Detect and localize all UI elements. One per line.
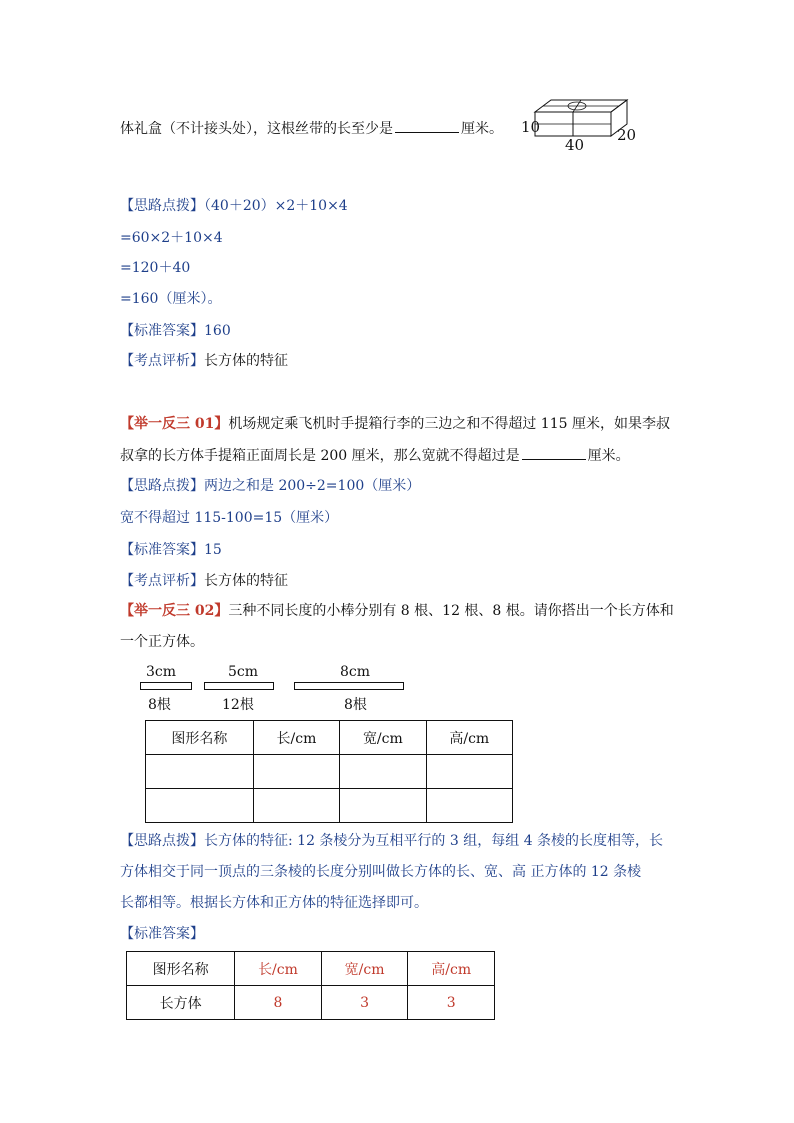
hint-label: 【思路点拨】 — [120, 478, 204, 494]
exercise-01-line2 — [120, 445, 630, 466]
table-header: 图形名称 — [127, 952, 235, 986]
stick-length-label: 3cm — [146, 664, 177, 680]
answer-row — [120, 321, 231, 341]
table-row — [146, 789, 513, 823]
table-header: 长/cm — [235, 952, 322, 986]
hint-label: 【思路点拨】 — [120, 198, 204, 214]
exercise-01-line1 — [120, 414, 670, 434]
answer-label: 【标准答案】 — [120, 542, 204, 558]
table-row — [127, 986, 495, 1020]
table-cell: 3 — [321, 986, 408, 1020]
table-cell — [426, 755, 512, 789]
question-text: 三种不同长度的小棒分别有 8 根、12 根、8 根。请你搭出一个长方体和 — [228, 603, 674, 619]
stick-5cm — [204, 682, 274, 690]
calc-step-1: =60×2＋10×4 — [120, 230, 223, 246]
table-cell: 长方体 — [127, 986, 235, 1020]
stick-count-label: 8根 — [344, 697, 367, 713]
stick-count-label: 8根 — [148, 697, 171, 713]
gift-box-figure — [521, 98, 641, 158]
table-row — [146, 721, 513, 755]
hint-text: （40＋20）×2＋10×4 — [204, 198, 348, 214]
answer-label: 【标准答案】 — [120, 323, 204, 339]
point-row — [120, 351, 288, 371]
calc-step-3: =160（厘米）。 — [120, 291, 222, 307]
answer-text: 15 — [204, 542, 222, 558]
point-row — [120, 571, 288, 591]
hint-label: 【思路点拨】 — [120, 833, 204, 849]
point-label: 【考点评析】 — [120, 353, 204, 369]
unit-text: 厘米。 — [461, 121, 503, 137]
question-text: 叔拿的长方体手提箱正面周长是 200 厘米，那么宽就不得超过是 — [120, 448, 520, 464]
table-row — [127, 952, 495, 986]
table-cell: 3 — [408, 986, 495, 1020]
table-cell: 8 — [235, 986, 322, 1020]
hint-text-3: 长都相等。根据长方体和正方体的特征选择即可。 — [120, 895, 428, 911]
table-row — [146, 755, 513, 789]
table-header: 宽/cm — [321, 952, 408, 986]
exercise-tag: 【举一反三 01】 — [120, 416, 229, 432]
stick-count-label: 12根 — [222, 697, 254, 713]
length-label: 40 — [565, 136, 585, 154]
table-cell — [426, 789, 512, 823]
exercise-tag: 【举一反三 02】 — [120, 603, 229, 619]
hint-row — [120, 196, 348, 216]
table-header: 图形名称 — [146, 721, 254, 755]
table-header: 宽/cm — [340, 721, 426, 755]
stick-3cm — [140, 682, 192, 690]
table-header: 高/cm — [426, 721, 512, 755]
hint-text-2: 方体相交于同一顶点的三条棱的长度分别叫做长方体的长、宽、高 正方体的 12 条棱 — [120, 864, 642, 880]
table-header: 长/cm — [253, 721, 339, 755]
answer-blank — [522, 445, 586, 460]
question-text: 体礼盒（不计接头处），这根丝带的长至少是 — [120, 121, 393, 137]
point-label: 【考点评析】 — [120, 573, 204, 589]
question-continuation — [120, 118, 503, 139]
table-cell — [340, 789, 426, 823]
table-header: 高/cm — [408, 952, 495, 986]
answer-label: 【标准答案】 — [120, 926, 204, 942]
stick-length-label: 5cm — [228, 664, 259, 680]
height-label: 10 — [521, 118, 541, 136]
blank-answer-table — [145, 720, 513, 823]
width-label: 20 — [617, 126, 637, 144]
point-text: 长方体的特征 — [204, 353, 288, 369]
question-text: 机场规定乘飞机时手提箱行李的三边之和不得超过 115 厘米，如果李叔 — [228, 416, 670, 432]
calc-step-2: =120＋40 — [120, 260, 191, 276]
point-text: 长方体的特征 — [204, 573, 288, 589]
sticks-figure — [138, 664, 418, 714]
hint-text: 两边之和是 200÷2=100（厘米） — [204, 478, 421, 494]
table-cell — [146, 789, 254, 823]
table-cell — [253, 789, 339, 823]
exercise-02-line1 — [120, 601, 674, 621]
hint-text: 长方体的特征: 12 条棱分为互相平行的 3 组，每组 4 条棱的长度相等，长 — [204, 833, 664, 849]
hint-row — [120, 476, 420, 496]
answer-text: 160 — [204, 323, 231, 339]
stick-length-label: 8cm — [340, 664, 371, 680]
answer-blank — [395, 118, 459, 133]
hint-row — [120, 831, 663, 851]
answer-row — [120, 540, 222, 560]
unit-text: 厘米。 — [587, 448, 630, 464]
table-cell — [253, 755, 339, 789]
exercise-02-line2: 一个正方体。 — [120, 634, 204, 650]
table-cell — [340, 755, 426, 789]
answer-table — [126, 951, 495, 1020]
table-cell — [146, 755, 254, 789]
hint-text-2: 宽不得超过 115-100=15（厘米） — [120, 510, 339, 526]
stick-8cm — [294, 682, 404, 690]
